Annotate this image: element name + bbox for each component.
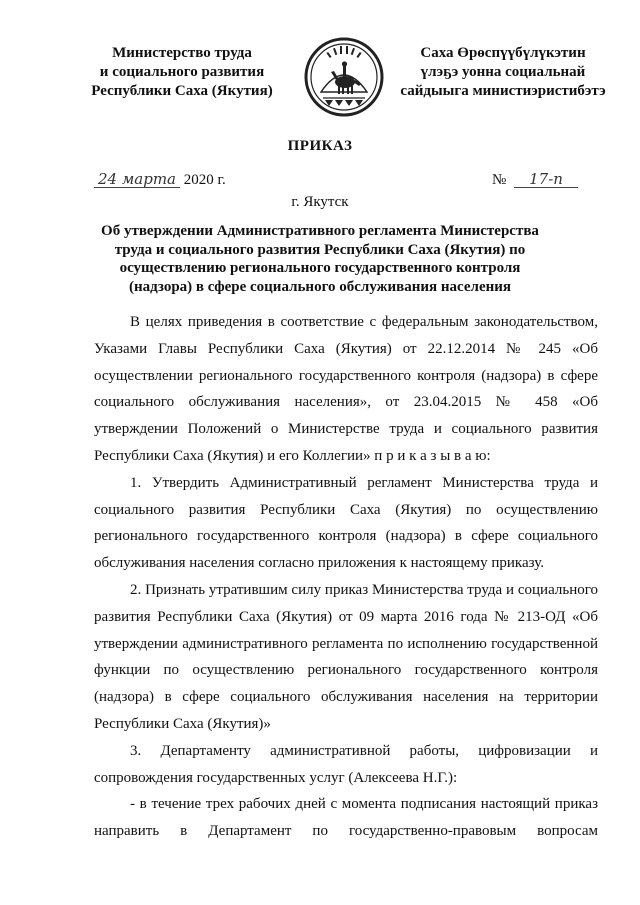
ministry-name-line: и социального развития: [99, 64, 265, 80]
ministry-name-yakut: [398, 44, 608, 101]
ministry-name-russian: [82, 44, 282, 101]
date-year: 2020 г.: [183, 172, 226, 188]
clause-3-subitem: - в течение трех рабочих дней с момента подписания настоящий приказ направить в Департамент по государственно-правовым вопросам: [94, 796, 598, 840]
preamble-text: В целях приведения в соответствие с федеральным законодательством, Указами Главы Республики Саха (Якутия) от 22.12.2014 № 245 «Об осуществлении регионального государственного контроля (надзора) в сфере социального обслуживания населения», от 23.04.2015 № 458 «Об утверждении Положений о Министерстве труда и социального развития Республики Саха (Якутия) и его Коллегии»: [94, 314, 598, 464]
order-date: [94, 172, 226, 189]
clause-3: 3. Департаменту административной работы, цифровизации и сопровождения государственных услуг (Алексеева Н.Г.):: [94, 742, 598, 786]
preamble-paragraph: [94, 309, 598, 470]
command-word: п р и к а з ы в а ю:: [374, 447, 491, 464]
number-sign: №: [492, 172, 507, 188]
ministry-name-line: үлэҕэ уонна социальнай: [420, 64, 586, 80]
order-number: [492, 172, 578, 189]
order-subject: Об утверждении Административного регламента Министерства труда и социального развития Республики Саха (Якутия) по осуществлению регионального государственного контроля (надзора) в сфере социального обслуживания населения: [101, 223, 539, 295]
ministry-name-line: сайдыыга министиэристибэтэ: [400, 83, 606, 99]
republic-sakha-emblem-icon: [303, 36, 385, 118]
ministry-name-line: Саха Өрөспүүбүлүкэтин: [420, 45, 586, 61]
clause-2: 2. Признать утратившим силу приказ Министерства труда и социального развития Республики Саха (Якутия) от 09 марта 2016 года № 213-ОД «Об утверждении административного регламента по исполнению государственной функции по осуществлению регионального государственного контроля (надзора) в сфере социального обслуживания населения на территории Республики Саха (Якутия)»: [94, 581, 598, 732]
order-body: [94, 309, 598, 845]
city: г. Якутск: [291, 194, 349, 210]
clause-1: 1. Утвердить Административный регламент Министерства труда и социального развития Республики Саха (Якутия) по осуществлению регионального государственного контроля (надзора) в сфере социального обслуживания населения согласно приложения к настоящему приказу.: [94, 474, 598, 572]
handwritten-number: 17-п: [514, 172, 578, 188]
document-title: ПРИКАЗ: [287, 138, 353, 154]
handwritten-date: 24 марта: [94, 172, 180, 188]
ministry-name-line: Министерство труда: [112, 45, 252, 61]
ministry-name-line: Республики Саха (Якутия): [91, 83, 273, 99]
